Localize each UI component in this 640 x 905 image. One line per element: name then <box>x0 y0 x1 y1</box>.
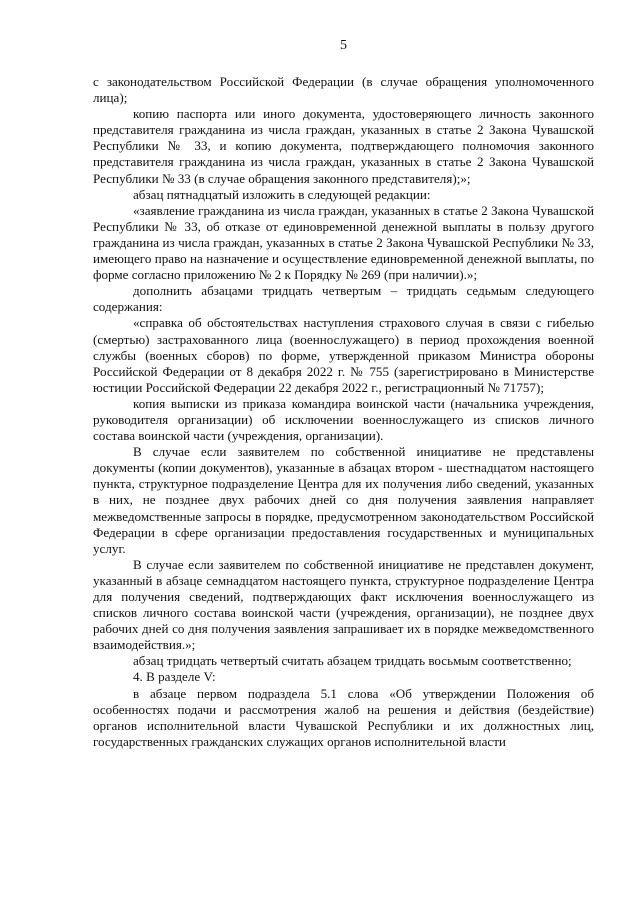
paragraph-1: с законодательством Российской Федерации (в случае обращения уполномоченного лица); <box>93 74 594 106</box>
paragraph-10: абзац тридцать четвертый считать абзацем тридцать восьмым соответственно; <box>133 653 572 669</box>
paragraph-3: абзац пятнадцатый изложить в следующей редакции: <box>133 186 431 202</box>
paragraph-2: копию паспорта или иного документа, удостоверяющего личность законного представителя гражданина из числа граждан, указанных в статье 2 Закона Чувашской Республики № 33, и копию документа, подтверждающего полномочия законного представителя гражданина из числа граждан, указанных в статье 2 Закона Чувашской Республики № 33 (в случае обращения законного представителя);»; <box>93 106 594 186</box>
paragraph-7: копия выписки из приказа командира воинской части (начальника учреждения, руководителя организации) об исключении военнослужащего из списков личного состава воинской части (учреждения, организации). <box>93 395 594 444</box>
paragraph-12: в абзаце первом подраздела 5.1 слова «Об утверждении Положения об особенностях подачи и рассмотрения жалоб на решения и действия (бездействие) органов исполнительной власти Чувашской Республики и их должностных лиц, государственных гражданских служащих органов исполнительной власти <box>93 685 594 749</box>
paragraph-9: В случае если заявителем по собственной инициативе не представлен документ, указанный в абзаце семнадцатом настоящего пункта, структурное подразделение Центра для получения сведений, подтверждающих факт исключения военнослужащего из списков личного состава воинской части (учреждения, организации), не позднее двух рабочих дней со дня получения заявления запрашивает их в порядке межведомственного взаимодействия.»; <box>93 556 594 653</box>
paragraph-5: дополнить абзацами тридцать четвертым – тридцать седьмым следующего содержания: <box>93 283 594 315</box>
paragraph-11: 4. В разделе V: <box>133 669 216 685</box>
page-number: 5 <box>340 38 347 53</box>
paragraph-4: «заявление гражданина из числа граждан, указанных в статье 2 Закона Чувашской Республики № 33, об отказе от единовременной денежной выплаты в пользу другого гражданина из числа граждан, указанных в статье 2 Закона Чувашской Республики № 33, имеющего право на назначение и осуществление единовременной денежной выплаты, по форме согласно приложению № 2 к Порядку № 269 (при наличии).»; <box>93 202 594 283</box>
paragraph-8: В случае если заявителем по собственной инициативе не представлены документы (копии документов), указанные в абзацах втором - шестнадцатом настоящего пункта, структурное подразделение Центра для их получения либо сведений, указанных в них, не позднее двух рабочих дней со дня получения заявления направляет межведомственные запросы в порядке, предусмотренном законодательством Российской Федерации в сфере организации предоставления государственных и муниципальных услуг. <box>93 444 594 556</box>
paragraph-6: «справка об обстоятельствах наступления страхового случая в связи с гибелью (смертью) застрахованного лица (военнослужащего) в период прохождения военной службы (военных сборов) по форме, утвержденной приказом Министра обороны Российской Федерации от 8 декабря 2022 г. № 755 (зарегистрировано в Министерстве юстиции Российской Федерации 22 декабря 2022 г., регистрационный № 71757); <box>93 315 594 395</box>
